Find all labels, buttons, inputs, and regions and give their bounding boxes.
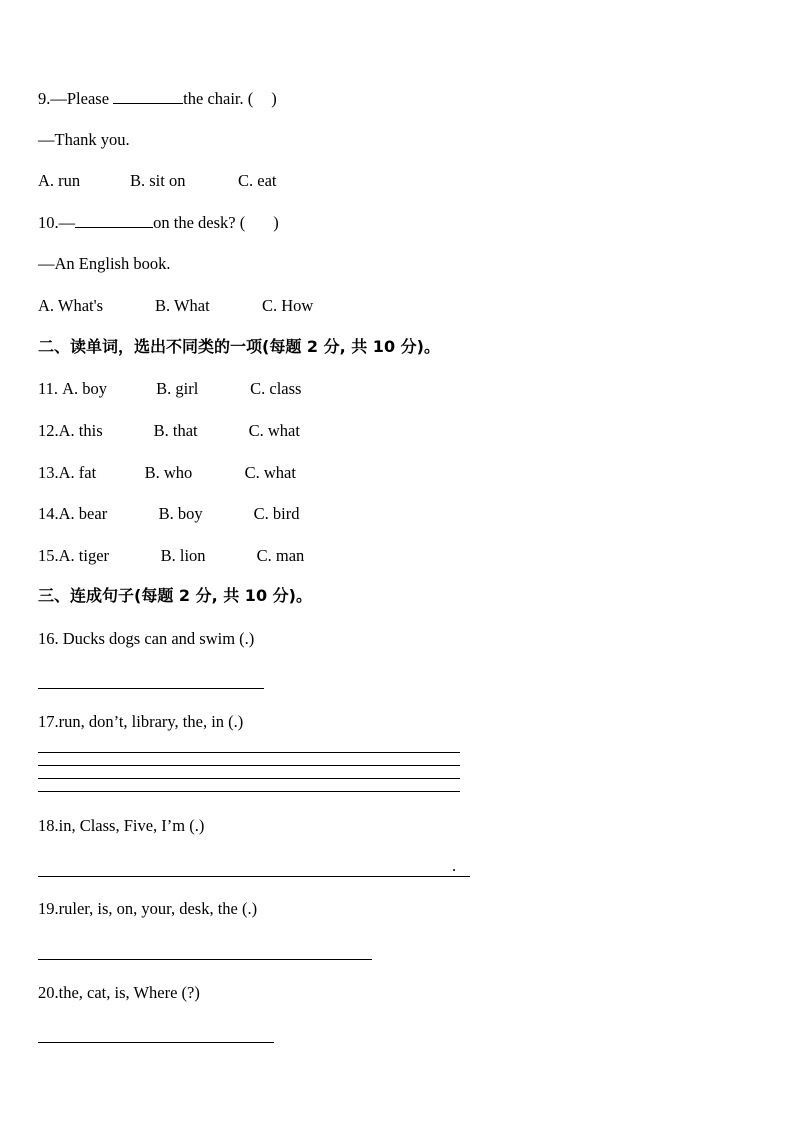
q18-answer-line[interactable] — [38, 876, 470, 877]
q11-option-c: C. class — [250, 379, 302, 398]
q19-prompt: 19.ruler, is, on, your, desk, the (.) — [38, 899, 258, 918]
q17-answer-line-4[interactable] — [38, 791, 460, 792]
q9-option-a: A. run — [38, 171, 81, 190]
q20-prompt: 20.the, cat, is, Where (?) — [38, 983, 200, 1002]
q15-number: 15. — [38, 546, 59, 565]
q12-option-a: A. this — [58, 421, 103, 440]
q15-option-c: C. man — [256, 546, 305, 565]
q14-option-c: C. bird — [253, 504, 300, 523]
q16-answer-line[interactable] — [38, 688, 264, 689]
q10-reply: —An English book. — [38, 254, 171, 273]
q12-number: 12. — [38, 421, 59, 440]
q10-option-c: C. How — [262, 296, 314, 315]
q10-sentence-end: on the desk? ( — [153, 213, 246, 232]
section3-heading: 三、连成句子(每题 2 分, 共 10 分)。 — [38, 586, 312, 605]
q14-option-b: B. boy — [158, 504, 203, 523]
section2-heading: 二、读单词，选出不同类的一项(每题 2 分, 共 10 分)。 — [38, 337, 440, 356]
q19-answer-line[interactable] — [38, 959, 372, 960]
q14-row — [38, 504, 299, 524]
q9-sentence-end: the chair. ( — [183, 89, 254, 108]
q13-number: 13. — [38, 463, 59, 482]
q10-answer-blank[interactable] — [75, 212, 153, 228]
q14-number: 14. — [38, 504, 59, 523]
q12-option-c: C. what — [248, 421, 300, 440]
q11-option-a: A. boy — [62, 379, 108, 398]
q18-period: . — [452, 856, 457, 875]
q15-row — [38, 546, 304, 566]
q10-option-a: A. What's — [38, 296, 103, 315]
q13-option-b: B. who — [144, 463, 193, 482]
q10-option-b: B. What — [155, 296, 210, 315]
q13-option-c: C. what — [244, 463, 296, 482]
q10-prompt — [38, 212, 279, 233]
q9-answer-blank[interactable] — [113, 88, 183, 104]
q17-answer-line-1[interactable] — [38, 752, 460, 753]
q11-option-b: B. girl — [156, 379, 199, 398]
q17-answer-line-2[interactable] — [38, 765, 460, 766]
q9-paren-close: ) — [271, 89, 277, 108]
q17-prompt: 17.run, don’t, library, the, in (.) — [38, 712, 244, 731]
q13-row — [38, 463, 296, 483]
q15-option-b: B. lion — [160, 546, 206, 565]
q10-options — [38, 296, 313, 316]
q10-paren-close: ) — [273, 213, 279, 232]
q16-prompt: 16. Ducks dogs can and swim (.) — [38, 629, 255, 648]
q9-options — [38, 171, 277, 191]
q11-number: 11. — [38, 379, 63, 398]
q13-option-a: A. fat — [58, 463, 97, 482]
q17-answer-line-3[interactable] — [38, 778, 460, 779]
q15-option-a: A. tiger — [58, 546, 110, 565]
q20-answer-line[interactable] — [38, 1042, 274, 1043]
q9-option-c: C. eat — [238, 171, 277, 190]
q14-option-a: A. bear — [58, 504, 108, 523]
q9-option-b: B. sit on — [130, 171, 186, 190]
q9-number-text: 9.—Please — [38, 89, 114, 108]
q11-row — [38, 379, 301, 399]
q12-row — [38, 421, 300, 441]
q9-prompt — [38, 88, 277, 109]
q9-reply: —Thank you. — [38, 130, 130, 149]
q10-number-text: 10.— — [38, 213, 76, 232]
q18-prompt: 18.in, Class, Five, I’m (.) — [38, 816, 205, 835]
q12-option-b: B. that — [153, 421, 198, 440]
